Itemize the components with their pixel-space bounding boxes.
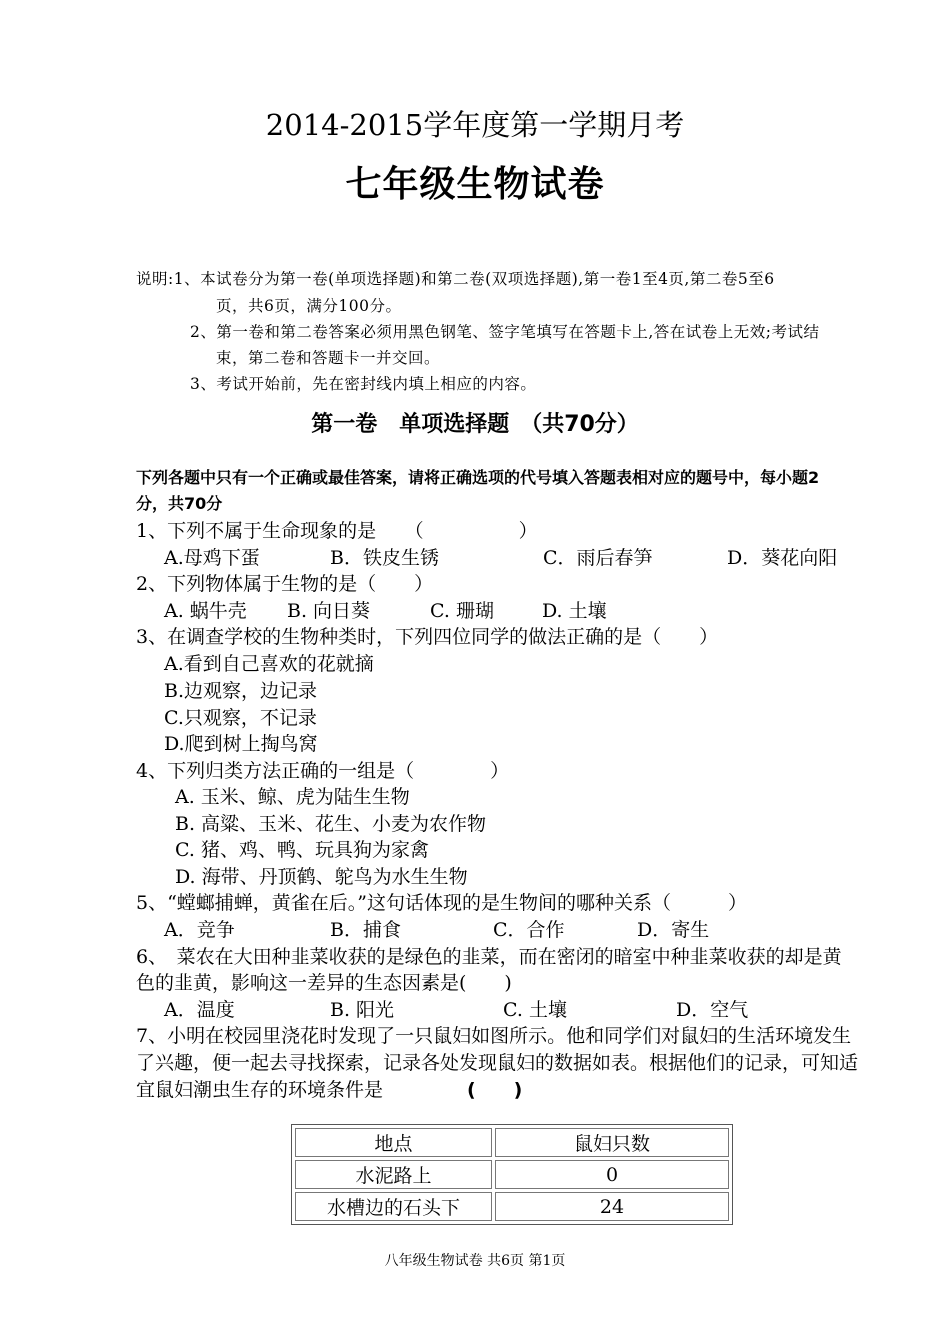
option-d: D. 海带、丹顶鹤、鸵鸟为水生生物 xyxy=(175,866,468,888)
option-d: D.爬到树上掏鸟窝 xyxy=(164,733,318,755)
option-b: B.边观察，边记录 xyxy=(164,680,318,702)
question-stem: 2、下列物体属于生物的是（ ） xyxy=(136,573,434,595)
option-c: C.只观察，不记录 xyxy=(164,707,317,729)
note-line-2-cont: 束，第二卷和答题卡一并交回。 xyxy=(216,349,441,367)
question-stem: 7、小明在校园里浇花时发现了一只鼠妇如图所示。他和同学们对鼠妇的生活环境发生 xyxy=(136,1025,852,1047)
option-c: C. 珊瑚 xyxy=(430,600,494,622)
table-row xyxy=(295,1160,729,1189)
exam-subtitle: 七年级生物试卷 xyxy=(345,164,605,205)
question-stem-cont: 宜鼠妇潮虫生存的环境条件是 xyxy=(136,1079,384,1101)
option-b: B. 向日葵 xyxy=(287,600,371,622)
table-row xyxy=(295,1192,729,1221)
table-cell: 水槽边的石头下 xyxy=(295,1192,492,1221)
section-title: 第一卷 单项选择题 （共70分） xyxy=(311,412,639,437)
table-header-cell: 鼠妇只数 xyxy=(495,1128,729,1157)
question-stem: 6、 菜农在大田种韭菜收获的是绿色的韭菜，而在密闭的暗室中种韭菜收获的却是黄 xyxy=(136,946,842,968)
table-cell: 0 xyxy=(495,1160,729,1189)
question-stem: 1、下列不属于生命现象的是 （ ） xyxy=(136,520,538,542)
section-instruction-line-1: 下列各题中只有一个正确或最佳答案，请将正确选项的代号填入答题表相对应的题号中，每小题2 xyxy=(136,468,820,487)
option-d: D. 土壤 xyxy=(542,600,607,622)
woodlouse-data-table xyxy=(291,1124,733,1225)
option-b: B. 阳光 xyxy=(330,999,395,1021)
question-stem-cont: 了兴趣，便一起去寻找探索，记录各处发现鼠妇的数据如表。根据他们的记录，可知适 xyxy=(136,1052,859,1074)
option-d: D．寄生 xyxy=(637,919,710,941)
option-c: C．合作 xyxy=(493,919,565,941)
note-line-2: 2、第一卷和第二卷答案必须用黑色钢笔、签字笔填写在答题卡上,答在试卷上无效;考试结 xyxy=(190,323,820,341)
question-stem: 5、“螳螂捕蝉，黄雀在后。”这句话体现的是生物间的哪种关系（ ） xyxy=(136,892,748,914)
note-line-3: 3、考试开始前，先在密封线内填上相应的内容。 xyxy=(190,375,537,393)
page-footer: 八年级生物试卷 共6页 第1页 xyxy=(384,1253,566,1269)
option-d: D．空气 xyxy=(676,999,749,1021)
table-cell: 水泥路上 xyxy=(295,1160,492,1189)
option-c: C. 猪、鸡、鸭、玩具狗为家禽 xyxy=(175,839,429,861)
question-stem: 3、在调查学校的生物种类时，下列四位同学的做法正确的是（ ） xyxy=(136,626,719,648)
option-d: D．葵花向阳 xyxy=(727,547,838,569)
option-c: C．雨后春笋 xyxy=(543,547,653,569)
option-a: A. 玉米、鲸、虎为陆生生物 xyxy=(175,786,410,808)
table-header-row xyxy=(295,1128,729,1157)
option-a: A．竞争 xyxy=(164,919,235,941)
option-b: B．铁皮生锈 xyxy=(330,547,439,569)
table-header-cell: 地点 xyxy=(295,1128,492,1157)
table-cell: 24 xyxy=(495,1192,729,1221)
option-a: A.看到自己喜欢的花就摘 xyxy=(164,653,374,675)
note-line-1: 说明:1、本试卷分为第一卷(单项选择题)和第二卷(双项选择题),第一卷1至4页,第二卷5至6 xyxy=(136,270,775,288)
option-b: B．捕食 xyxy=(330,919,401,941)
option-a: A. 蜗牛壳 xyxy=(164,600,247,622)
question-stem-cont: 色的韭黄，影响这一差异的生态因素是( ) xyxy=(136,972,512,994)
exam-title: 2014-2015学年度第一学期月考 xyxy=(265,108,685,142)
option-c: C. 土壤 xyxy=(503,999,567,1021)
option-b: B. 高粱、玉米、花生、小麦为农作物 xyxy=(175,813,487,835)
option-a: A．温度 xyxy=(164,999,235,1021)
question-stem: 4、下列归类方法正确的一组是（ ） xyxy=(136,760,510,782)
note-line-1-cont: 页，共6页，满分100分。 xyxy=(216,297,402,315)
option-a: A.母鸡下蛋 xyxy=(164,547,260,569)
section-instruction-line-2: 分，共70分 xyxy=(136,494,223,513)
answer-parentheses: ( ) xyxy=(467,1079,523,1101)
